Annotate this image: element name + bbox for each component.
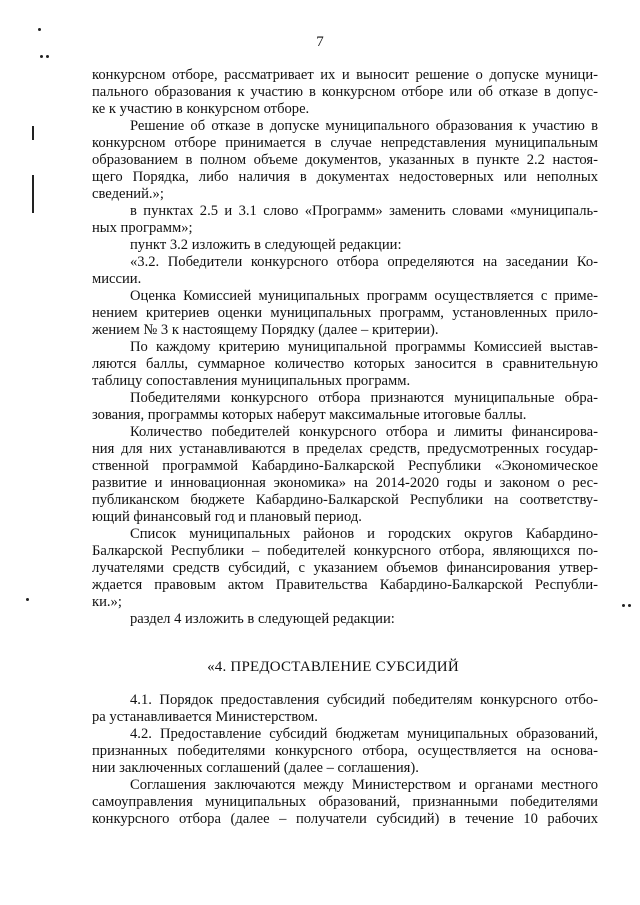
text-line: таблицу сопоставления муниципальных программ. (92, 373, 411, 389)
text-line: зования, программы которых наберут максимальные итоговые баллы. (92, 407, 527, 423)
text-line: нии заключенных соглашений (далее – соглашения). (92, 760, 419, 776)
text-line: пального образования к участию в конкурсном отборе или об отказе в допус- (92, 84, 598, 100)
scan-artifact-bar (32, 175, 34, 213)
text-line: миссии. (92, 271, 142, 287)
text-line: ных программ»; (92, 220, 193, 236)
text-line: ра устанавливается Министерством. (92, 709, 318, 725)
text-line: ляются баллы, суммарное количество которых заносится в сравнительную (92, 356, 598, 372)
text-line: 4.1. Порядок предоставления субсидий победителям конкурсного отбо- (130, 692, 598, 708)
text-line: ющий финансовый год и плановый период. (92, 509, 362, 525)
scan-artifact-dot (38, 28, 41, 31)
text-line: ственной программой Кабардино-Балкарской Республики «Экономическое (92, 458, 598, 474)
text-line: По каждому критерию муниципальной программы Комиссией выстав- (130, 339, 598, 355)
text-line: пункт 3.2 изложить в следующей редакции: (130, 237, 402, 253)
text-line: Победителями конкурсного отбора признаются муниципальные обра- (130, 390, 598, 406)
text-line: конкурсном отборе, рассматривает их и выносит решение о допуске муници- (92, 67, 598, 83)
text-line: Количество победителей конкурсного отбора и лимиты финансирова- (130, 424, 598, 440)
text-line: публиканском бюджете Кабардино-Балкарской Республики на соответству- (92, 492, 598, 508)
text-line: развитие и инновационная экономика» на 2014-2020 годы и законом о рес- (92, 475, 598, 491)
text-line: щего Порядка, либо наличия в документах недостоверных или неполных (92, 169, 598, 185)
text-line: Оценка Комиссией муниципальных программ осуществляется с приме- (130, 288, 598, 304)
text-line: самоуправления муниципальных образований, признанными победителями (92, 794, 598, 810)
text-line: конкурсного отбора (далее – получатели субсидий) в течение 10 рабочих (92, 811, 598, 827)
text-line: «3.2. Победители конкурсного отбора определяются на заседании Ко- (130, 254, 598, 270)
text-line: 4.2. Предоставление субсидий бюджетам муниципальных образований, (130, 726, 598, 742)
text-line: ждается правовым актом Правительства Кабардино-Балкарской Республи- (92, 577, 598, 593)
page-number: 7 (316, 34, 324, 50)
text-line: Соглашения заключаются между Министерством и органами местного (130, 777, 598, 793)
text-line: раздел 4 изложить в следующей редакции: (130, 611, 395, 627)
text-line: жением № 3 к настоящему Порядку (далее – критерии). (92, 322, 439, 338)
text-line: лучателями средств субсидий, с указанием объемов финансирования утвер- (92, 560, 598, 576)
text-line: Балкарской Республики – победителей конкурсного отбора, являющихся по- (92, 543, 598, 559)
scan-artifact-dot (628, 604, 631, 607)
scan-artifact-dot (46, 55, 49, 58)
text-line: в пунктах 2.5 и 3.1 слово «Программ» заменить словами «муниципаль- (130, 203, 598, 219)
text-line: ки.»; (92, 594, 122, 610)
text-line: Список муниципальных районов и городских округов Кабардино- (130, 526, 598, 542)
text-line: ке к участию в конкурсном отборе. (92, 101, 310, 117)
text-line: сведений.»; (92, 186, 164, 202)
text-line: образованием в полном объеме документов, указанных в пункте 2.2 настоя- (92, 152, 598, 168)
text-line: Решение об отказе в допуске муниципального образования к участию в (130, 118, 598, 134)
scan-artifact-dot (40, 55, 43, 58)
text-line: нением критериев оценки муниципальных программ, установленных прило- (92, 305, 598, 321)
text-line: конкурсном отборе принимается в случае непредставления муниципальным (92, 135, 598, 151)
scan-artifact-dot (622, 604, 625, 607)
body-text-bottom (92, 692, 598, 828)
text-line: ния для них устанавливаются в пределах средств, предусмотренных государ- (92, 441, 598, 457)
section-heading: «4. ПРЕДОСТАВЛЕНИЕ СУБСИДИЙ (207, 659, 459, 675)
scan-artifact-dot (26, 598, 29, 601)
scan-artifact-bar (32, 126, 34, 140)
text-line: признанных победителями конкурсного отбора, осуществляется на основа- (92, 743, 598, 759)
body-text-top (92, 67, 598, 628)
